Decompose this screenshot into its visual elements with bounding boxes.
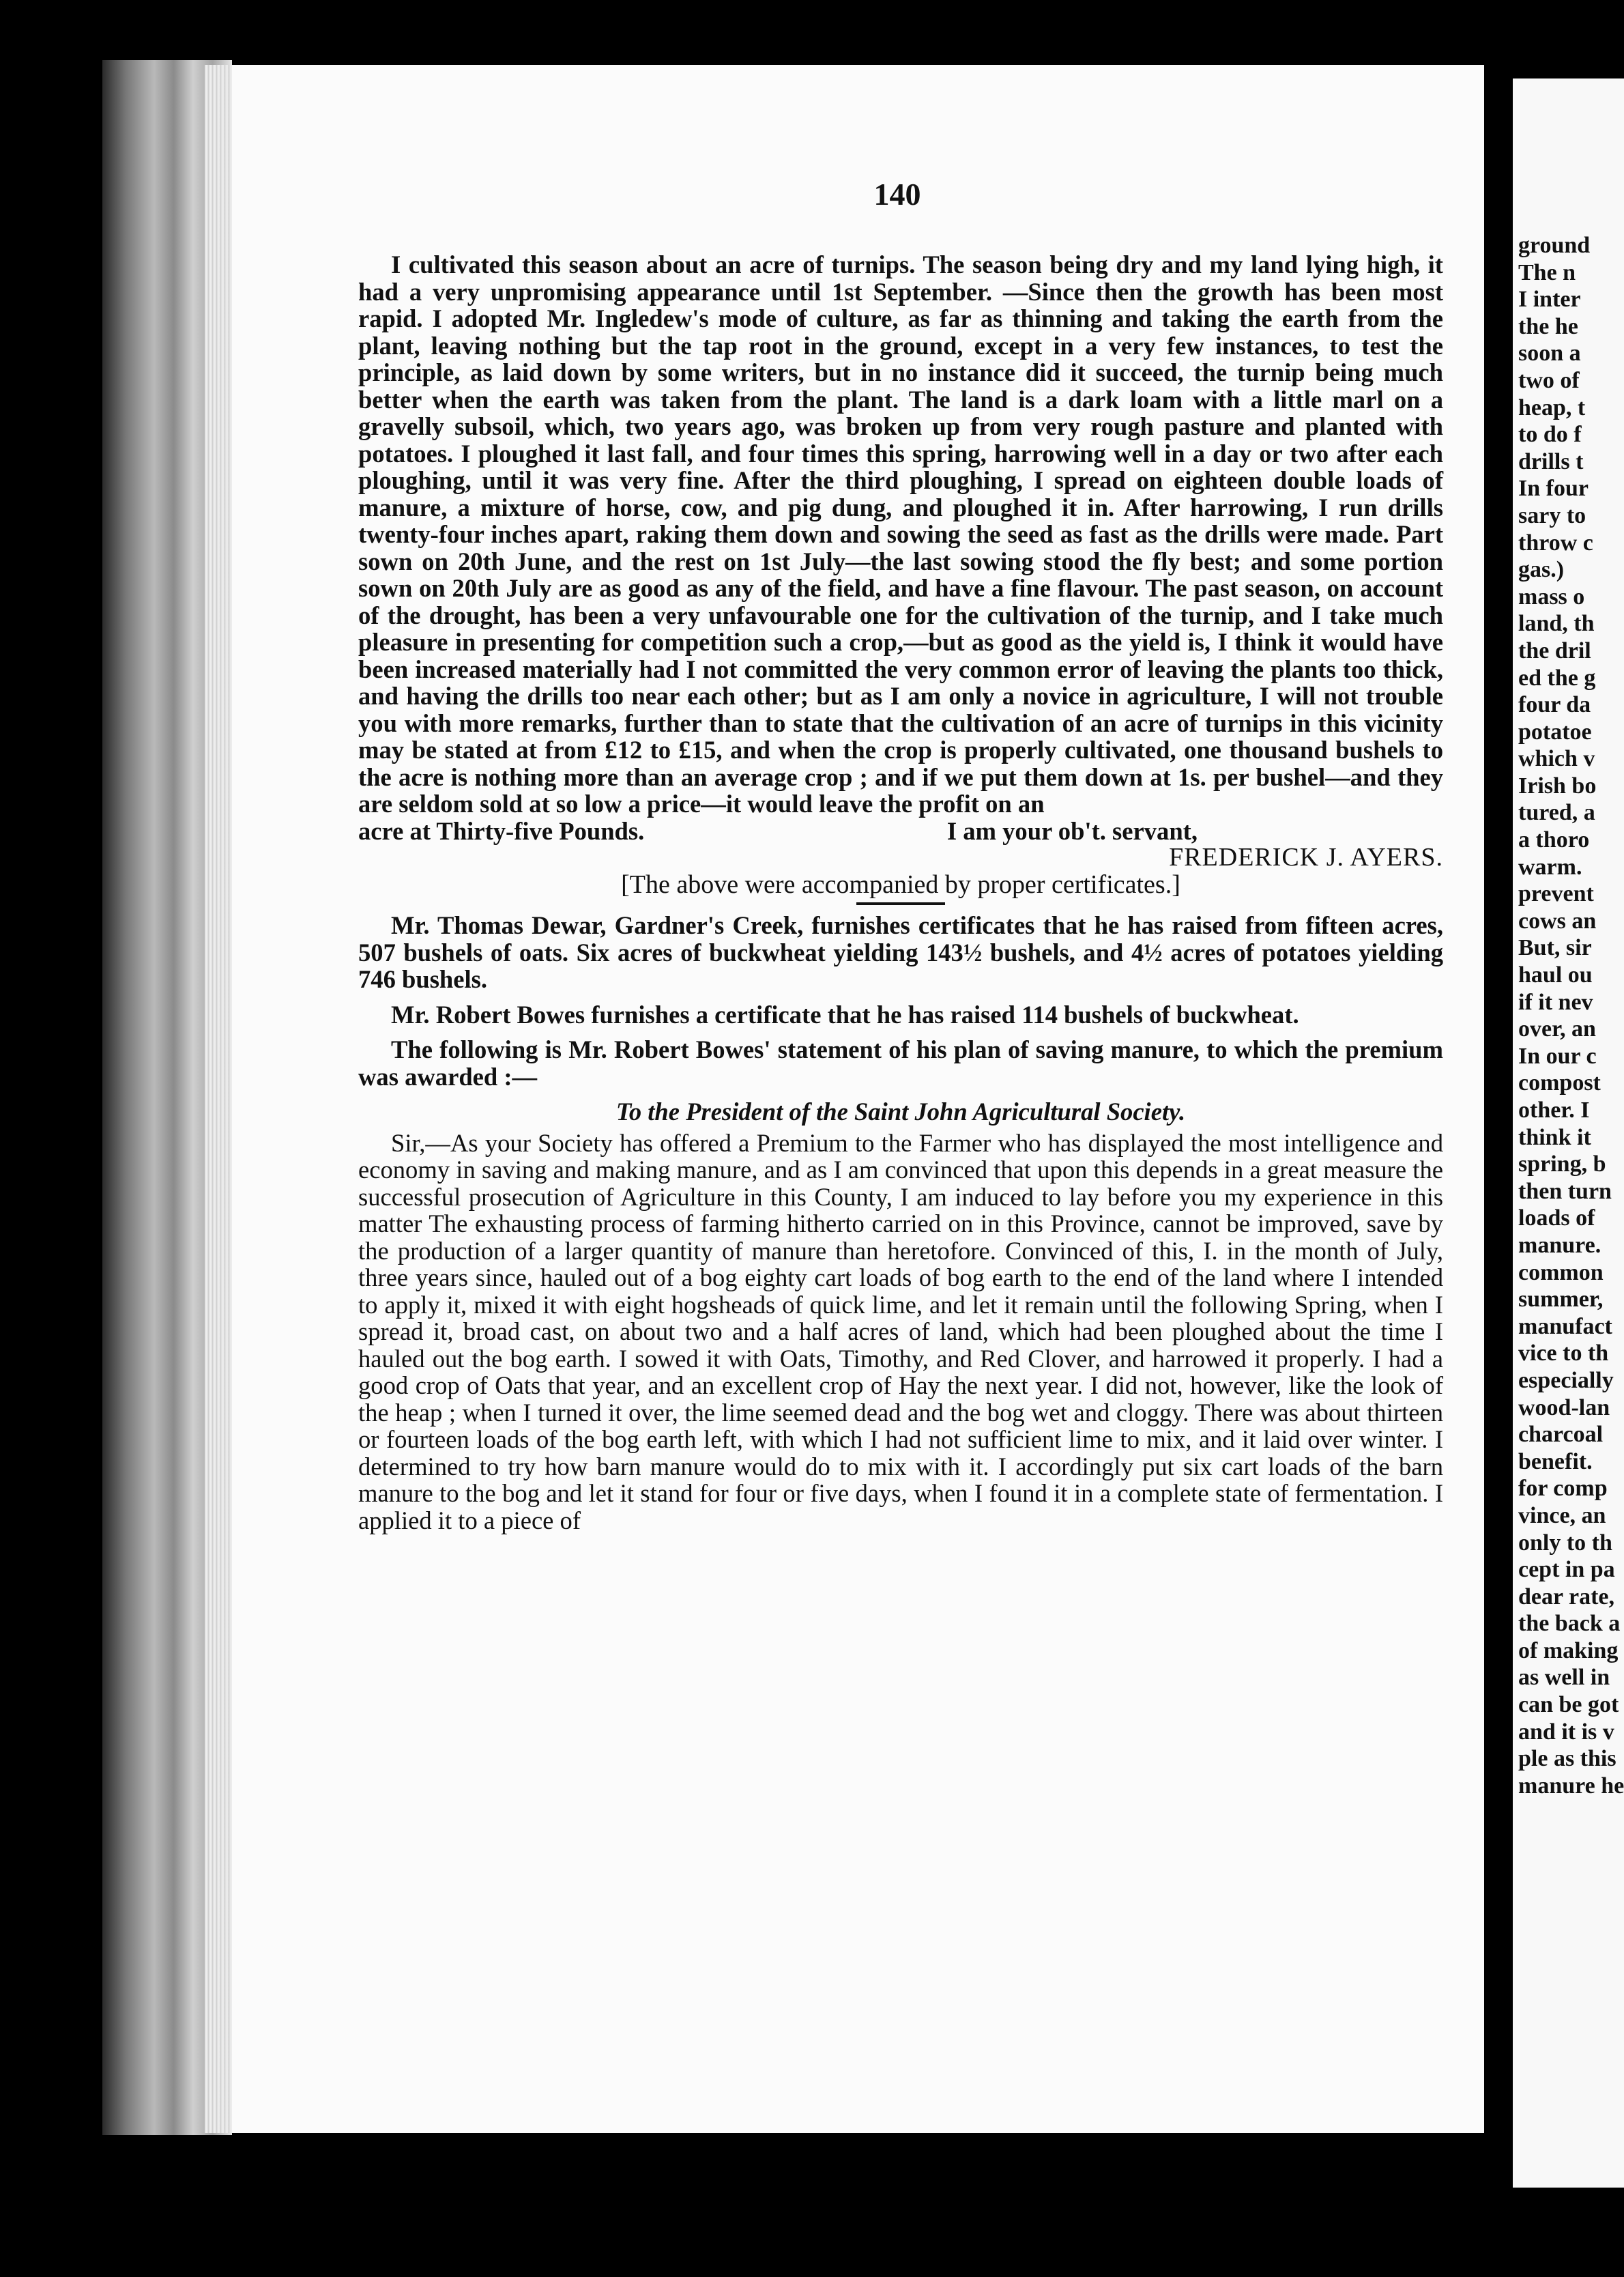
letter-closing: [358, 818, 1443, 845]
next-page-line: benefit.: [1518, 1448, 1593, 1474]
page-body: [358, 251, 1443, 1534]
page-gutter: [1484, 65, 1513, 2181]
next-page-line: sary to: [1518, 502, 1586, 528]
next-page-line: two of: [1518, 367, 1580, 393]
next-page-line: the dril: [1518, 638, 1591, 663]
next-page-line: can be got: [1518, 1692, 1619, 1718]
next-page-line: manufact: [1518, 1313, 1612, 1339]
next-page-line: a thoro: [1518, 827, 1590, 853]
next-page-line: four da: [1518, 692, 1591, 718]
next-page-line: ground: [1518, 233, 1591, 258]
next-page-line: common: [1518, 1259, 1604, 1285]
manure-letter-paragraph: Sir,—As your Society has offered a Premium to the Farmer who has displayed the most intelligence and economy in saving and making manure, and as I am convinced that upon this depends in a great measure the successful prosecution of Agriculture in this County, I am induced to lay before you my experience in this matter The exhausting process of farming hitherto carried on in this Province, cannot be improved, save by the production of a larger quantity of manure than heretofore. Convinced of this, I. in the month of July, three years since, hauled out of a bog eighty cart loads of bog earth to the end of the land where I intended to apply it, mixed it with eight hogsheads of quick lime, and let it remain until the following Spring, when I spread it, broad cast, on about two and a half acres of land, which had been ploughed about the time I hauled out the bog earth. I sowed it with Oats, Timothy, and Red Clover, and harrowed it properly. I had a good crop of Oats that year, and an excellent crop of Hay the next year. I did not, however, like the look of the heap ; when I turned it over, the lime seemed dead and the bog wet and cloggy. There was about thirteen or fourteen loads of the bog earth left, with which I had not sufficient lime to mix, and it laid over winter. I determined to try how barn manure would do to mix with it. I accordingly put six cart loads of the barn manure to the bog and let it stand for four or five days, when I found it in a complete state of fermentation. I applied it to a piece of: [358, 1128, 1443, 1534]
signature-ayers: FREDERICK J. AYERS.: [1169, 843, 1443, 872]
next-page-line: then turn: [1518, 1178, 1612, 1204]
next-page-line: for comp: [1518, 1476, 1608, 1502]
next-page-line: In our c: [1518, 1043, 1597, 1069]
section-rule: [856, 902, 945, 905]
next-page-line: mass o: [1518, 584, 1585, 610]
next-page-line: haul ou: [1518, 962, 1593, 988]
next-page-line: if it nev: [1518, 989, 1593, 1015]
next-page-line: to do f: [1518, 422, 1582, 448]
next-page-line: wood-lan: [1518, 1394, 1610, 1420]
next-page-line: manure he: [1518, 1773, 1624, 1799]
next-page-line: cept in pa: [1518, 1557, 1615, 1583]
next-page-line: charcoal: [1518, 1422, 1604, 1448]
certificate-note: [The above were accompanied by proper certificates.]: [621, 870, 1180, 899]
next-page-line: gas.): [1518, 557, 1565, 583]
closing-left: acre at Thirty-five Pounds.: [358, 816, 645, 845]
next-page-line: as well in: [1518, 1665, 1610, 1691]
next-page-line: cows an: [1518, 908, 1597, 934]
next-page-line: ed the g: [1518, 665, 1596, 691]
page-edges: [205, 65, 232, 2133]
next-page-line: tured, a: [1518, 800, 1595, 826]
dewar-paragraph: Mr. Thomas Dewar, Gardner's Creek, furnishes certificates that he has raised from fifteen acres, 507 bushels of oats. Six acres of buckwheat yielding 143½ bushels, and 4½ acres of potatoes yielding 746 bushels.: [358, 911, 1443, 993]
next-page-line: loads of: [1518, 1205, 1595, 1231]
next-page-line: especially: [1518, 1367, 1614, 1393]
next-page-line: of making: [1518, 1637, 1619, 1663]
next-page-line: I inter: [1518, 287, 1581, 313]
next-page-line: Irish bo: [1518, 773, 1597, 799]
next-page-line: think it: [1518, 1124, 1591, 1150]
next-page-line: which v: [1518, 746, 1595, 772]
bowes-intro-paragraph: The following is Mr. Robert Bowes' statement of his plan of saving manure, to which the premium was awarded :—: [358, 1035, 1443, 1091]
next-page-line: other. I: [1518, 1098, 1590, 1123]
page-number: 140: [873, 177, 921, 212]
next-page-line: summer,: [1518, 1287, 1604, 1313]
next-page-text: [1518, 232, 1624, 1799]
letter-heading: To the President of the Saint John Agricultural Society.: [615, 1098, 1186, 1126]
next-page-line: and it is v: [1518, 1719, 1614, 1745]
next-page-line: The n: [1518, 259, 1576, 285]
next-page-line: over, an: [1518, 1016, 1596, 1042]
next-page-line: In four: [1518, 476, 1589, 502]
next-page-line: the he: [1518, 313, 1578, 339]
next-page-line: spring, b: [1518, 1151, 1606, 1177]
next-page-line: manure.: [1518, 1232, 1601, 1258]
next-page-line: the back a: [1518, 1611, 1621, 1637]
turnip-letter-paragraph: I cultivated this season about an acre of turnips. The season being dry and my land lying high, it had a very unpromising appearance until 1st September. —Since then the growth has been most rapid. I adopted Mr. Ingledew's mode of culture, as far as thinning and taking the earth from the plant, leaving nothing but the tap root in the ground, except in a very few instances, to test the principle, as laid down by some writers, but in no instance did it succeed, the turnip being much better when the earth was taken from the plant. The land is a dark loam with a little marl on a gravelly subsoil, which, two years ago, was broken up from very rough pasture and planted with potatoes. I ploughed it last fall, and four times this spring, harrowing well in a day or two after each ploughing, until it was very fine. After the third ploughing, I spread on eighteen double loads of manure, a mixture of horse, cow, and pig dung, and ploughed it in. After harrowing, I run drills twenty-four inches apart, raking them down and sowing the seed as fast as the drills were made. Part sown on 20th June, and the rest on 1st July—the last sowing stood the fly best; and some portion sown on 20th July are as good as any of the field, and have a fine flavour. The past season, on account of the drought, has been a very unfavourable one for the cultivation of the turnip, and I take much pleasure in presenting for competition such a crop,—but as good as the yield is, I think it would have been increased materially had I not committed the very common error of leaving the plants too thick, and having the drills too near each other; but as I am only a novice in agriculture, I will not trouble you with more remarks, further than to state that the cultivation of an acre of turnips in this vicinity may be stated at from £12 to £15, and when the crop is properly cultivated, one thousand bushels to the acre is nothing more than an average crop ; and if we put them down at 1s. per bushel—and they are seldom sold at so low a price—it would leave the profit on an: [358, 250, 1443, 818]
next-page-line: heap, t: [1518, 395, 1586, 420]
next-page-line: only to th: [1518, 1530, 1612, 1556]
next-page-line: warm.: [1518, 854, 1582, 880]
next-page-fragment: [1513, 78, 1624, 2188]
next-page-line: vince, an: [1518, 1502, 1606, 1528]
next-page-line: potatoe: [1518, 719, 1592, 745]
next-page-line: ple as this: [1518, 1746, 1616, 1772]
next-page-line: compost: [1518, 1070, 1601, 1096]
next-page-line: land, th: [1518, 611, 1595, 637]
bowes-certificate-paragraph: Mr. Robert Bowes furnishes a certificate that he has raised 114 bushels of buckwheat.: [391, 1000, 1299, 1029]
next-page-line: soon a: [1518, 341, 1581, 367]
next-page-line: throw c: [1518, 530, 1593, 556]
next-page-line: drills t: [1518, 448, 1584, 474]
next-page-line: vice to th: [1518, 1341, 1609, 1366]
next-page-line: prevent: [1518, 881, 1594, 907]
closing-salutation: I am your ob't. servant,: [946, 816, 1198, 845]
next-page-line: But, sir: [1518, 935, 1592, 961]
next-page-line: dear rate,: [1518, 1584, 1614, 1609]
